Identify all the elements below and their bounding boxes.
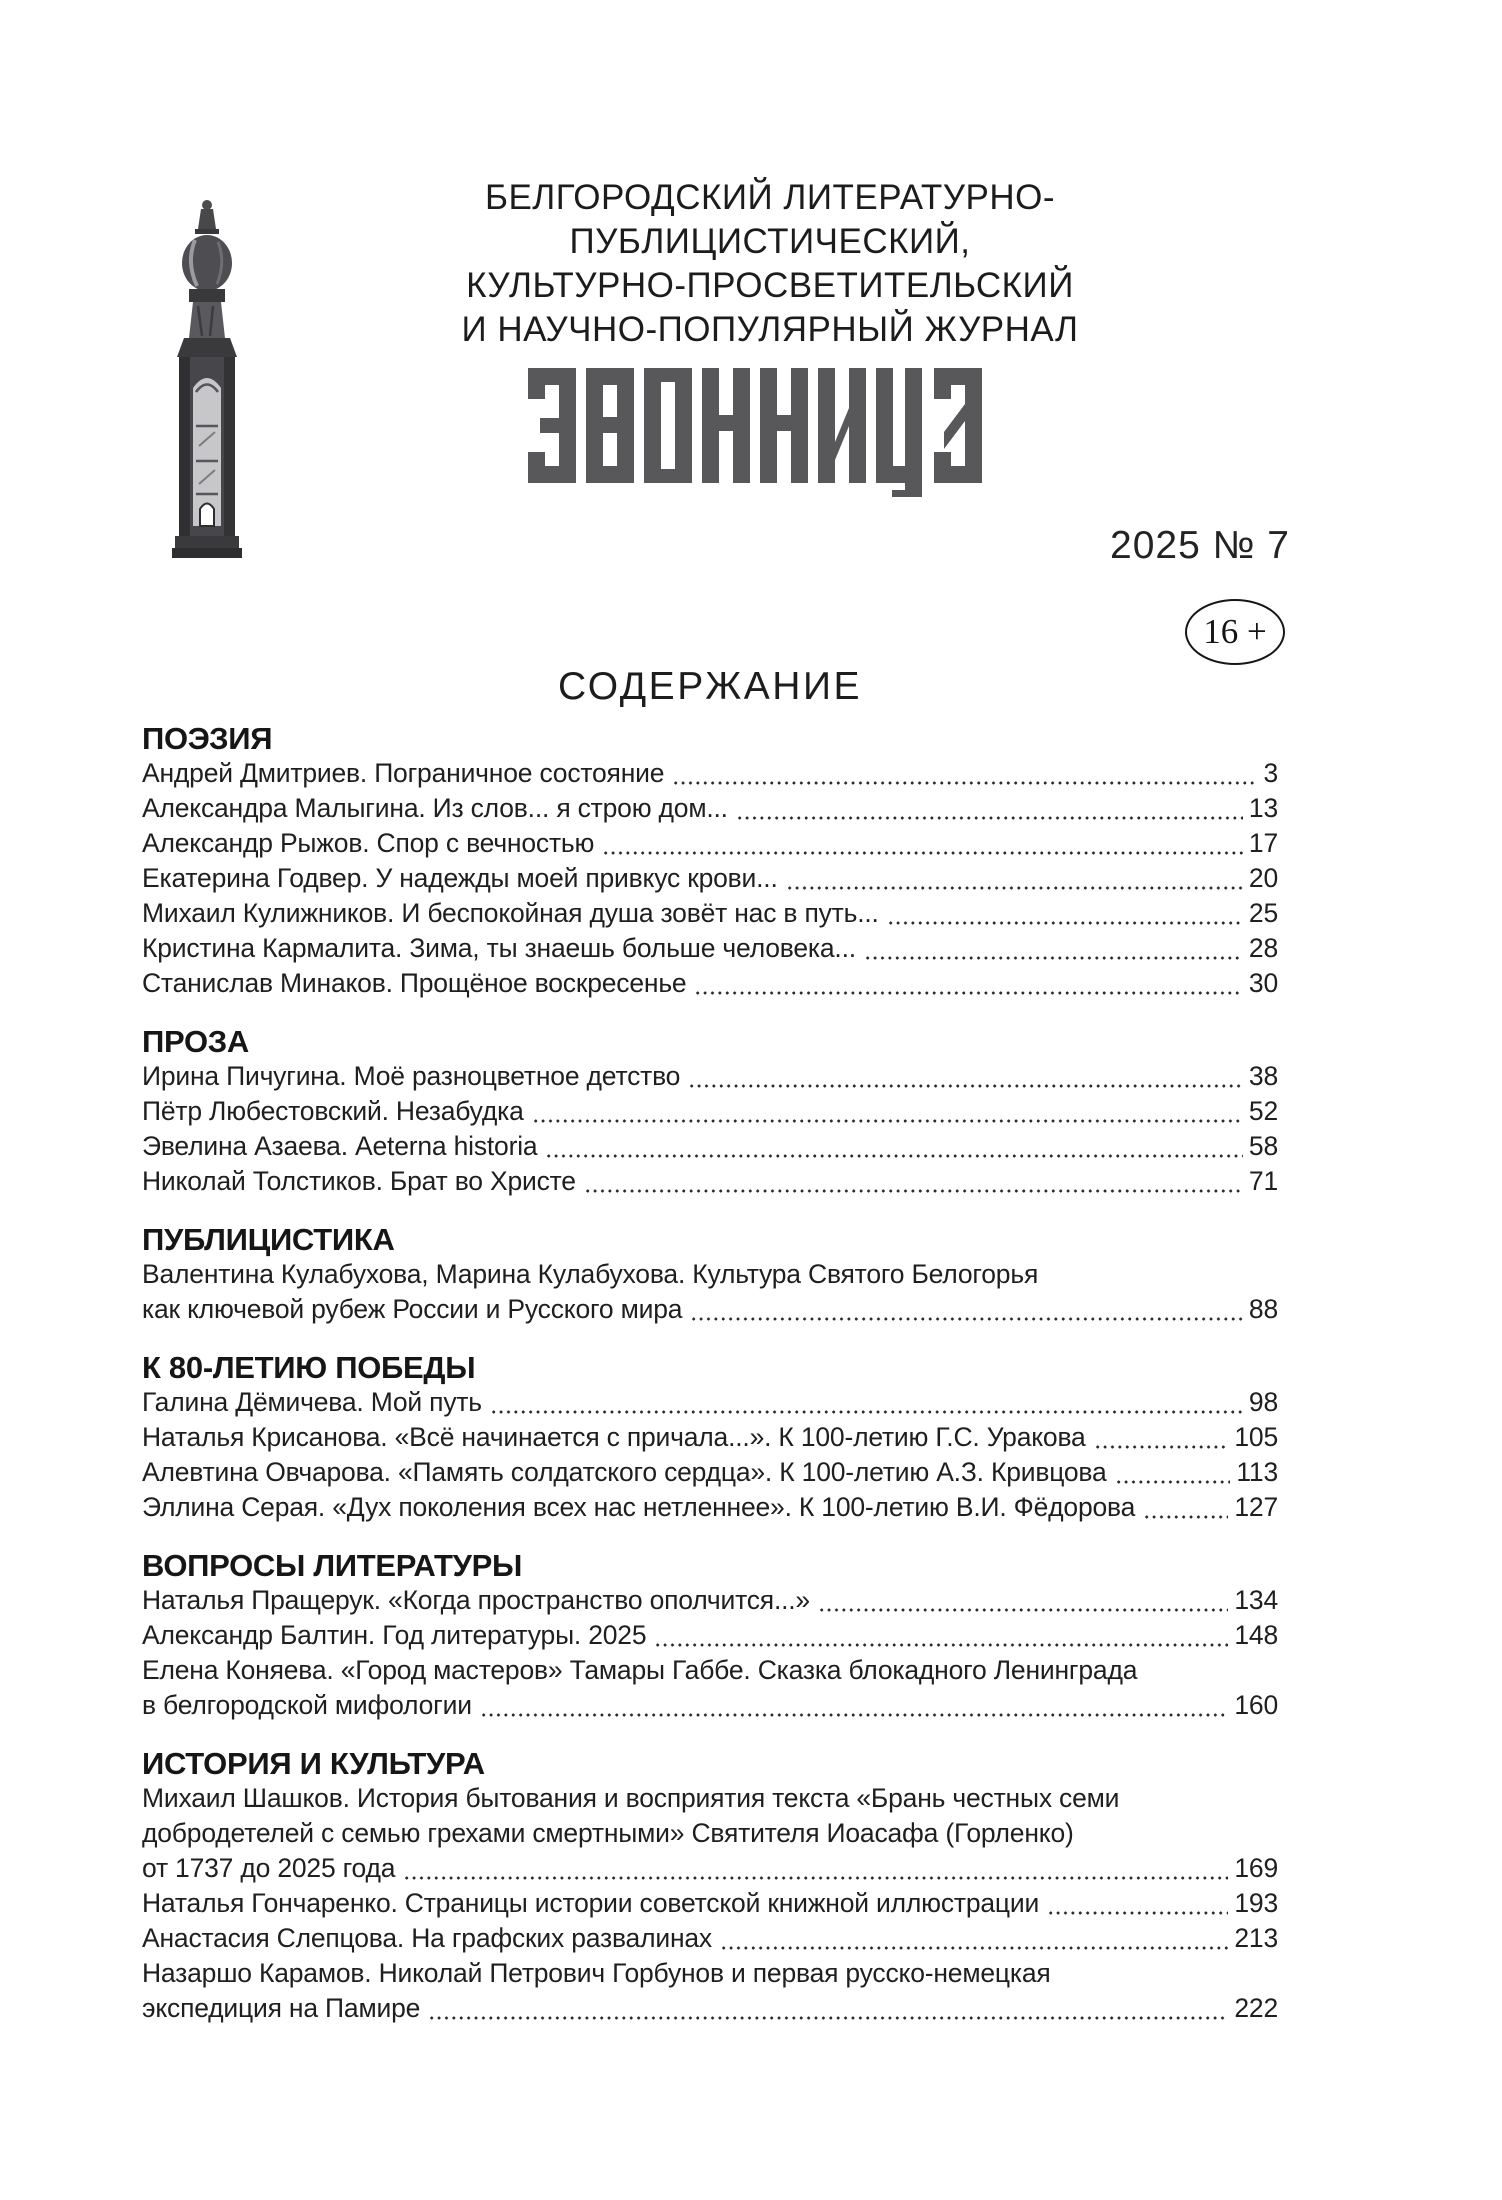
entry-line	[142, 1991, 1278, 2026]
entry-line	[142, 1653, 1278, 1688]
page-number: 30	[1248, 968, 1278, 998]
contents-heading: СОДЕРЖАНИЕ	[557, 665, 863, 708]
entry-text: Галина Дёмичева. Мой путь	[142, 1387, 482, 1417]
entry-text: Эвелина Азаева. Aeterna historia	[142, 1131, 538, 1161]
section-title: ВОПРОСЫ ЛИТЕРАТУРЫ	[142, 1548, 523, 1583]
dot-leader	[602, 851, 1243, 855]
toc-entry	[142, 861, 1278, 896]
toc-entry	[142, 1059, 1278, 1094]
dot-leader	[690, 1317, 1243, 1321]
dot-leader	[672, 781, 1257, 785]
entry-text: Наталья Пращерук. «Когда пространство ополчится...»	[142, 1585, 810, 1615]
toc-section	[142, 1548, 1278, 1723]
toc-sections	[142, 721, 1278, 2026]
entry-text: от 1737 до 2025 года	[142, 1853, 396, 1883]
entry-line	[142, 1490, 1278, 1525]
entry-line	[142, 791, 1278, 826]
dot-leader	[545, 1154, 1242, 1158]
entry-text: Станислав Минаков. Прощёное воскресенье	[142, 968, 687, 998]
toc-entry	[142, 1886, 1278, 1921]
entry-line	[142, 1583, 1278, 1618]
page-number: 71	[1248, 1166, 1278, 1196]
page-number: 38	[1248, 1061, 1278, 1091]
entry-line	[142, 1956, 1278, 1991]
page-number: 113	[1236, 1457, 1278, 1487]
entry-line	[142, 1455, 1278, 1490]
entry-text: Кристина Кармалита. Зима, ты знаешь больше человека...	[142, 933, 856, 963]
entry-text: Валентина Кулабухова, Марина Кулабухова. Культура Святого Белогорья	[142, 1259, 1039, 1289]
toc-entry	[142, 1257, 1278, 1327]
toc-section	[142, 1024, 1278, 1199]
entry-line	[142, 1816, 1278, 1851]
dot-leader	[654, 1643, 1228, 1647]
page-number: 17	[1248, 828, 1278, 858]
dot-leader	[1047, 1911, 1228, 1915]
subtitle-line-3: И НАУЧНО-ПОПУЛЯРНЫЙ ЖУРНАЛ	[461, 310, 1079, 349]
age-rating-text: 16 +	[1203, 612, 1267, 651]
page-number: 13	[1248, 793, 1278, 823]
entry-text: Михаил Шашков. История бытования и восприятия текста «Брань честных семи	[142, 1783, 1120, 1813]
bell-tower-logo	[158, 196, 256, 562]
page-number: 28	[1248, 933, 1278, 963]
entry-line	[142, 1164, 1278, 1199]
entry-line	[142, 1618, 1278, 1653]
page-number: 213	[1234, 1923, 1278, 1953]
entry-text: Анастасия Слепцова. На графских развалинах	[142, 1923, 712, 1953]
entry-text: Андрей Дмитриев. Пограничное состояние	[142, 758, 665, 788]
page-number: 148	[1234, 1620, 1278, 1650]
toc-entry	[142, 1094, 1278, 1129]
section-title: К 80-ЛЕТИЮ ПОБЕДЫ	[142, 1350, 476, 1385]
entry-line	[142, 756, 1278, 791]
entry-text: Пётр Любестовский. Незабудка	[142, 1096, 524, 1126]
dot-leader	[694, 991, 1242, 995]
toc-section	[142, 1350, 1278, 1525]
entry-line	[142, 826, 1278, 861]
dot-leader	[584, 1189, 1243, 1193]
entry-text: Алевтина Овчарова. «Память солдатского сердца». К 100-летию А.З. Кривцова	[142, 1457, 1107, 1487]
page-number: 3	[1263, 758, 1278, 788]
entry-text: Эллина Серая. «Дух поколения всех нас нетленнее». К 100-летию В.И. Фёдорова	[142, 1492, 1136, 1522]
entry-text: Наталья Гончаренко. Страницы истории советской книжной иллюстрации	[142, 1888, 1040, 1918]
toc-entry	[142, 931, 1278, 966]
toc-entry	[142, 896, 1278, 931]
section-title: ПОЭЗИЯ	[142, 721, 273, 756]
dot-leader	[786, 886, 1243, 890]
page-number: 193	[1234, 1888, 1278, 1918]
toc-entry	[142, 756, 1278, 791]
entry-text: Назаршо Карамов. Николай Петрович Горбунов и первая русско-немецкая	[142, 1958, 1051, 1988]
toc-entry	[142, 791, 1278, 826]
entry-text: добродетелей с семью грехами смертными» Святителя Иоасафа (Горленко)	[142, 1818, 1074, 1848]
entry-line	[142, 1851, 1278, 1886]
journal-title-logo	[528, 368, 982, 500]
toc-entry	[142, 1129, 1278, 1164]
entry-line	[142, 1781, 1278, 1816]
section-title: ПРОЗА	[142, 1024, 249, 1059]
entry-text: Елена Коняева. «Город мастеров» Тамары Габбе. Сказка блокадного Ленинграда	[142, 1655, 1138, 1685]
entry-text: Михаил Кулижников. И беспокойная душа зовёт нас в путь...	[142, 898, 879, 928]
page-number: 169	[1234, 1853, 1278, 1883]
entry-text: Александра Малыгина. Из слов... я строю дом...	[142, 793, 728, 823]
toc-entry	[142, 1490, 1278, 1525]
page-number: 98	[1248, 1387, 1278, 1417]
entry-line	[142, 931, 1278, 966]
entry-line	[142, 1094, 1278, 1129]
dot-leader	[1094, 1445, 1229, 1449]
dot-leader	[490, 1410, 1243, 1414]
entry-text: как ключевой рубеж России и Русского мира	[142, 1294, 683, 1324]
toc-entry	[142, 1781, 1278, 1886]
page-number: 134	[1234, 1585, 1278, 1615]
toc-entry	[142, 966, 1278, 1001]
dot-leader	[864, 956, 1243, 960]
dot-leader	[1143, 1515, 1228, 1519]
dot-leader	[736, 816, 1243, 820]
toc-entry	[142, 1164, 1278, 1199]
dot-leader	[480, 1713, 1229, 1717]
entry-text: экспедиция на Памире	[142, 1993, 421, 2023]
page-number: 127	[1234, 1492, 1278, 1522]
page-number: 160	[1234, 1690, 1278, 1720]
entry-line	[142, 1059, 1278, 1094]
dot-leader	[532, 1119, 1243, 1123]
page-number: 88	[1248, 1294, 1278, 1324]
toc-entry	[142, 1653, 1278, 1723]
entry-line	[142, 1129, 1278, 1164]
toc-section	[142, 1746, 1278, 2026]
entry-line	[142, 896, 1278, 931]
entry-line	[142, 1420, 1278, 1455]
entry-text: Ирина Пичугина. Моё разноцветное детство	[142, 1061, 681, 1091]
entry-text: в белгородской мифологии	[142, 1690, 472, 1720]
page-number: 20	[1248, 863, 1278, 893]
entry-line	[142, 1921, 1278, 1956]
dot-leader	[720, 1946, 1228, 1950]
entry-line	[142, 1257, 1278, 1292]
entry-line	[142, 1385, 1278, 1420]
dot-leader	[403, 1876, 1228, 1880]
toc-entry	[142, 1618, 1278, 1653]
dot-leader	[688, 1084, 1243, 1088]
toc-entry	[142, 826, 1278, 861]
section-title: ИСТОРИЯ И КУЛЬТУРА	[142, 1746, 485, 1781]
page-number: 52	[1248, 1096, 1278, 1126]
entry-line	[142, 966, 1278, 1001]
toc-entry	[142, 1921, 1278, 1956]
dot-leader	[428, 2016, 1228, 2020]
toc-entry	[142, 1455, 1278, 1490]
subtitle-line-2: КУЛЬТУРНО-ПРОСВЕТИТЕЛЬСКИЙ	[466, 266, 1074, 305]
toc-entry	[142, 1385, 1278, 1420]
issue-number: 2025 № 7	[1110, 524, 1290, 567]
toc-entry	[142, 1583, 1278, 1618]
page-number: 222	[1234, 1993, 1278, 2023]
page-number: 25	[1248, 898, 1278, 928]
toc-section	[142, 721, 1278, 1001]
dot-leader	[818, 1608, 1228, 1612]
entry-line	[142, 861, 1278, 896]
journal-subtitle	[290, 176, 1250, 352]
section-title: ПУБЛИЦИСТИКА	[142, 1222, 395, 1257]
entry-text: Александр Рыжов. Спор с вечностью	[142, 828, 595, 858]
entry-text: Николай Толстиков. Брат во Христе	[142, 1166, 576, 1196]
subtitle-line-1: БЕЛГОРОДСКИЙ ЛИТЕРАТУРНО-ПУБЛИЦИСТИЧЕСКИЙ,	[484, 178, 1055, 261]
entry-text: Наталья Крисанова. «Всё начинается с причала...». К 100-летию Г.С. Уракова	[142, 1422, 1086, 1452]
entry-line	[142, 1292, 1278, 1327]
toc-entry	[142, 1956, 1278, 2026]
entry-line	[142, 1688, 1278, 1723]
age-rating-badge	[1185, 599, 1285, 665]
table-of-contents	[142, 664, 1278, 2026]
entry-text: Александр Балтин. Год литературы. 2025	[142, 1620, 647, 1650]
toc-entry	[142, 1420, 1278, 1455]
page-number: 58	[1248, 1131, 1278, 1161]
entry-line	[142, 1886, 1278, 1921]
dot-leader	[887, 921, 1243, 925]
dot-leader	[1115, 1480, 1231, 1484]
entry-text: Екатерина Годвер. У надежды моей привкус крови...	[142, 863, 778, 893]
page-number: 105	[1234, 1422, 1278, 1452]
toc-section	[142, 1222, 1278, 1327]
